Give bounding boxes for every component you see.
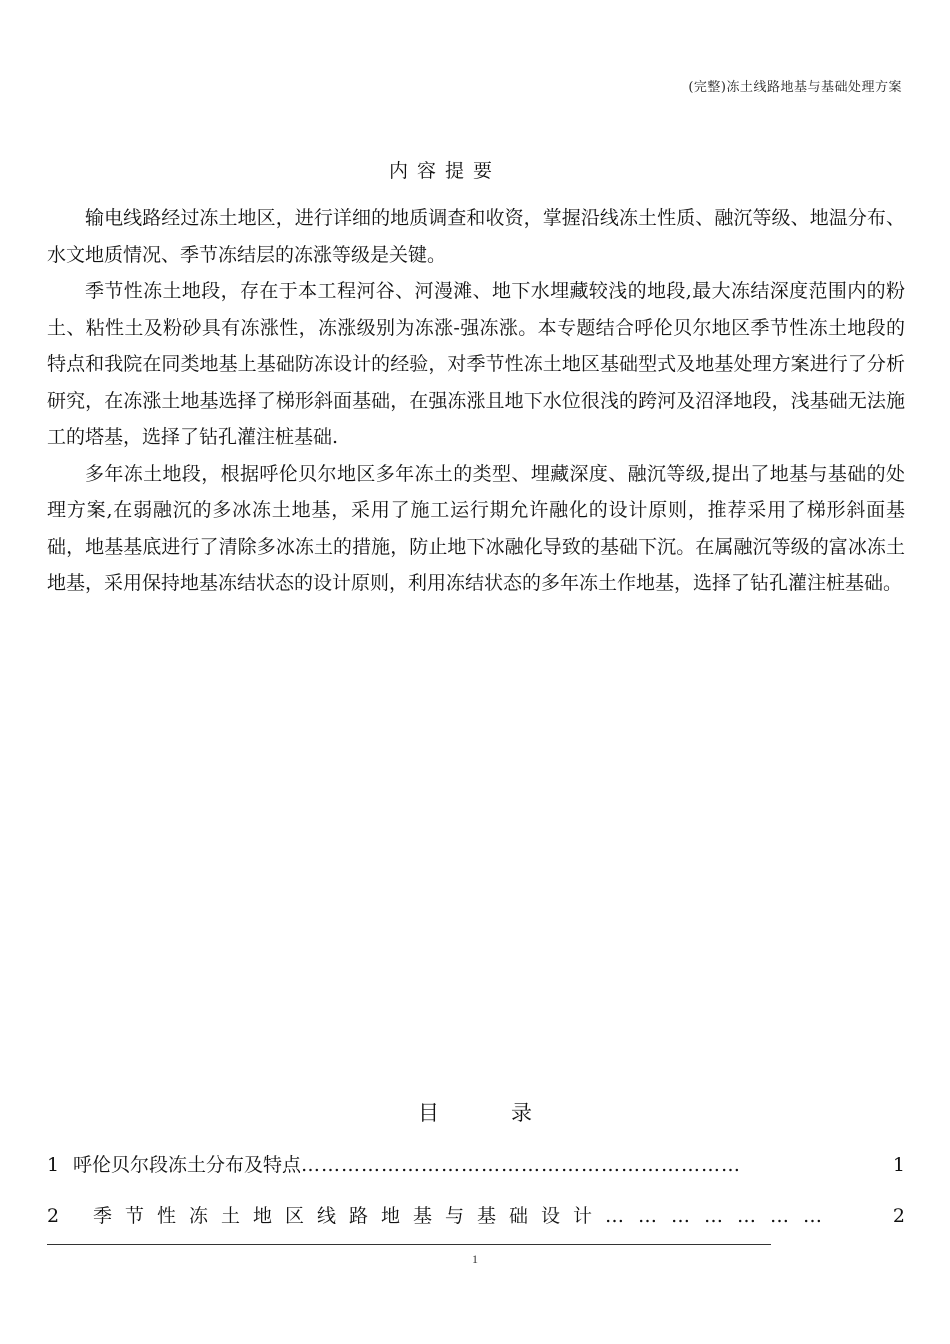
toc-entry-number: 1 <box>47 1154 60 1176</box>
toc-entry[interactable] <box>47 1201 905 1228</box>
footer-divider <box>47 1244 771 1245</box>
toc-entry-title: 呼伦贝尔段冻土分布及特点 <box>73 1154 302 1176</box>
abstract-paragraph-1: 输电线路经过冻土地区，进行详细的地质调查和收资，掌握沿线冻土性质、融沉等级、地温分布、水文地质情况、季节冻结层的冻涨等级是关键。 <box>47 207 905 266</box>
toc-entry-page: 2 <box>892 1205 905 1227</box>
toc-title-left: 目 <box>418 1101 439 1125</box>
toc-entry-title: 季节性冻土地区线路地基与基础设计 <box>93 1205 606 1227</box>
toc-entry-page: 1 <box>892 1154 905 1176</box>
page-number: 1 <box>472 1252 478 1266</box>
toc-entry-leader: ………………………………………………………… <box>301 1154 742 1176</box>
toc-title-right: 录 <box>511 1101 532 1125</box>
abstract-title: 内容提要 <box>388 160 501 182</box>
abstract-paragraph-2: 季节性冻土地段，存在于本工程河谷、河漫滩、地下水埋藏较浅的地段,最大冻结深度范围内的粉土、粘性土及粉砂具有冻涨性，冻涨级别为冻涨-强冻涨。本专题结合呼伦贝尔地区季节性冻土地段的特点和我院在同类地基上基础防冻设计的经验，对季节性冻土地区基础型式及地基处理方案进行了分析研究，在冻涨土地基选择了梯形斜面基础，在强冻涨且地下水位很浅的跨河及沼泽地段，浅基础无法施工的塔基，选择了钻孔灌注桩基础. <box>47 280 905 448</box>
running-header: (完整)冻土线路地基与基础处理方案 <box>688 80 902 95</box>
toc-entry-number: 2 <box>47 1205 60 1227</box>
toc-entry-leader: ………………… <box>605 1205 837 1227</box>
toc-title <box>0 1097 950 1127</box>
toc-entry[interactable] <box>47 1150 905 1177</box>
abstract-body <box>47 200 905 602</box>
abstract-paragraph-3: 多年冻土地段，根据呼伦贝尔地区多年冻土的类型、埋藏深度、融沉等级,提出了地基与基础的处理方案,在弱融沉的多冰冻土地基，采用了施工运行期允许融化的设计原则，推荐采用了梯形斜面基础，地基基底进行了清除多冰冻土的措施，防止地下冰融化导致的基础下沉。在属融沉等级的富冰冻土地基，采用保持地基冻结状态的设计原则，利用冻结状态的多年冻土作地基，选择了钻孔灌注桩基础。 <box>47 462 905 594</box>
